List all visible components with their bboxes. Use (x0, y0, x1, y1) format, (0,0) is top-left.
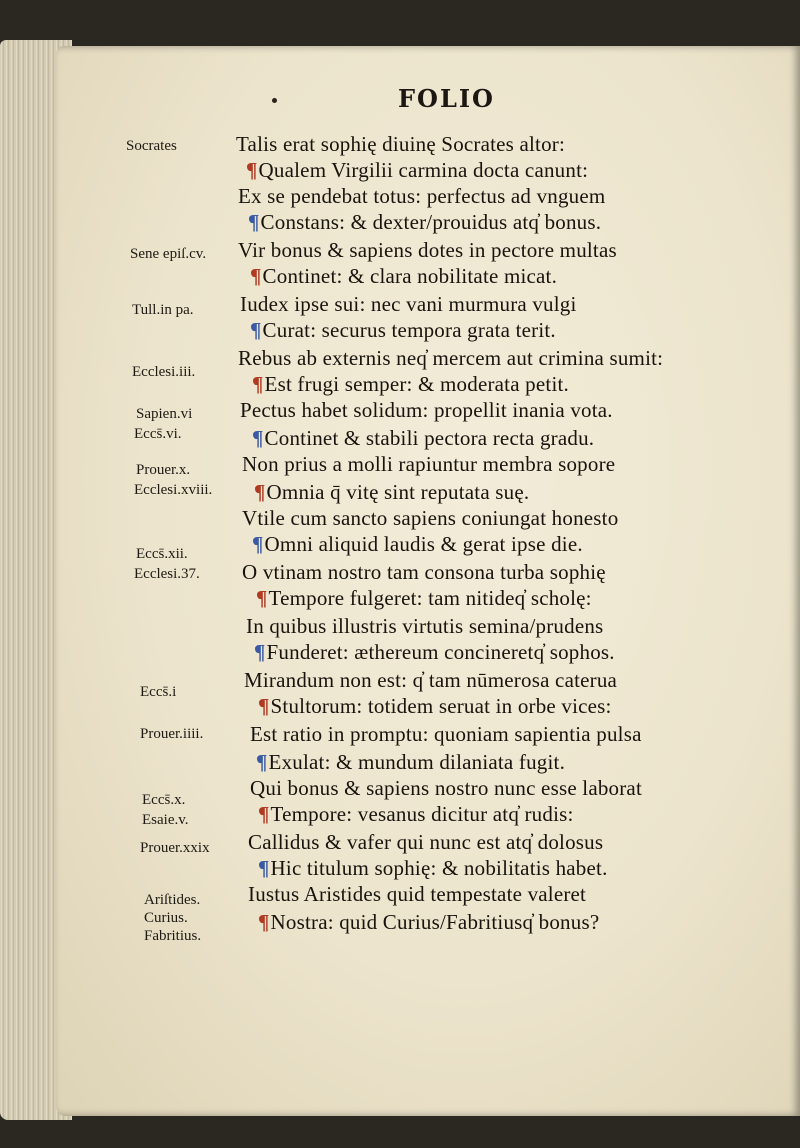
verse-line: ¶Tempore: vesanus dicitur atq̓ rudis: (258, 802, 574, 826)
margin-note: Eccs̄.i (140, 684, 177, 700)
pilcrow-icon: ¶ (258, 802, 270, 826)
pilcrow-icon: ¶ (256, 750, 268, 774)
margin-note: Ariſtides. (144, 892, 201, 908)
margin-note: Sapien.vi (136, 406, 193, 422)
verse-line: ¶Hic titulum sophię: & nobilitatis habet. (258, 856, 608, 880)
verse-line: ¶Continet: & clara nobilitate micat. (250, 264, 558, 288)
verse-line: ¶Omnia q̄ vitę sint reputata suę. (254, 480, 530, 504)
margin-note: Socrates (126, 138, 177, 154)
verse-line: Talis erat sophię diuinę Socrates altor: (236, 132, 566, 156)
margin-note: Prouer.x. (136, 462, 191, 478)
verse-line: Callidus & vafer qui nunc est atq̓ dolosus (248, 830, 604, 854)
verse-line: In quibus illustris virtutis semina/prudens (246, 614, 604, 638)
pilcrow-icon: ¶ (252, 426, 264, 450)
verse-line: ¶Continet & stabili pectora recta gradu. (252, 426, 595, 450)
verse-line: Iudex ipse sui: nec vani murmura vulgi (240, 292, 577, 316)
pilcrow-icon: ¶ (252, 372, 264, 396)
ink-dot (272, 98, 277, 103)
margin-note: Ecclesi.xviii. (134, 482, 213, 498)
margin-note: Ecclesi.37. (134, 566, 200, 582)
pilcrow-icon: ¶ (246, 158, 258, 182)
pilcrow-icon: ¶ (258, 856, 270, 880)
pilcrow-icon: ¶ (250, 264, 262, 288)
verse-line: ¶Omni aliquid laudis & gerat ipse die. (252, 532, 583, 556)
margin-note: Prouer.iiii. (140, 726, 204, 742)
verse-line: ¶Curat: securus tempora grata terit. (250, 318, 556, 342)
margin-note: Eccs̄.vi. (134, 426, 182, 442)
verse-line: Pectus habet solidum: propellit inania vota. (240, 398, 613, 422)
pilcrow-icon: ¶ (250, 318, 262, 342)
verse-line: Mirandum non est: q̓ tam nūmerosa caterua (244, 668, 618, 692)
verse-line: Est ratio in promptu: quoniam sapientia pulsa (250, 722, 642, 746)
verse-line: Iustus Aristides quid tempestate valeret (248, 882, 587, 906)
verse-line: ¶Stultorum: totidem seruat in orbe vices: (258, 694, 612, 718)
pilcrow-icon: ¶ (248, 210, 260, 234)
margin-note: Prouer.xxix (140, 840, 210, 856)
verse-line: ¶Funderet: æthereum concineretq̓ sophos. (254, 640, 615, 664)
pilcrow-icon: ¶ (258, 910, 270, 934)
verse-line: ¶Tempore fulgeret: tam nitideq̓ scholę: (256, 586, 592, 610)
verse-line: O vtinam nostro tam consona turba sophię (242, 560, 606, 584)
verse-line: Qui bonus & sapiens nostro nunc esse laborat (250, 776, 642, 800)
verse-line: Rebus ab externis neq̓ mercem aut crimina sumit: (238, 346, 664, 370)
verse-line: Non prius a molli rapiuntur membra sopore (242, 452, 616, 476)
verse-line: ¶Constans: & dexter/prouidus atq̓ bonus. (248, 210, 602, 234)
margin-note: Eccs̄.xii. (136, 546, 188, 562)
margin-note: Curius. (144, 910, 188, 926)
verse-line: Vir bonus & sapiens dotes in pectore multas (238, 238, 617, 262)
margin-note: Sene epiſ.cv. (130, 246, 207, 262)
verse-line: Ex se pendebat totus: perfectus ad vnguem (238, 184, 606, 208)
margin-note: Tull.in pa. (132, 302, 194, 318)
verse-line: Vtile cum sancto sapiens coniungat honesto (242, 506, 619, 530)
pilcrow-icon: ¶ (258, 694, 270, 718)
margin-note: Eccs̄.x. (142, 792, 186, 808)
margin-note: Fabritius. (144, 928, 202, 944)
verse-line: ¶Nostra: quid Curius/Fabritiusq̓ bonus? (258, 910, 600, 934)
verse-line: ¶Qualem Virgilii carmina docta canunt: (246, 158, 589, 182)
pilcrow-icon: ¶ (252, 532, 264, 556)
pilcrow-icon: ¶ (254, 640, 266, 664)
margin-note: Esaie.v. (142, 812, 189, 828)
verse-line: ¶Exulat: & mundum dilaniata fugit. (256, 750, 566, 774)
folio-header: FOLIO (398, 84, 495, 113)
verse-line: ¶Est frugi semper: & moderata petit. (252, 372, 569, 396)
pilcrow-icon: ¶ (256, 586, 268, 610)
margin-note: Ecclesi.iii. (132, 364, 196, 380)
pilcrow-icon: ¶ (254, 480, 266, 504)
